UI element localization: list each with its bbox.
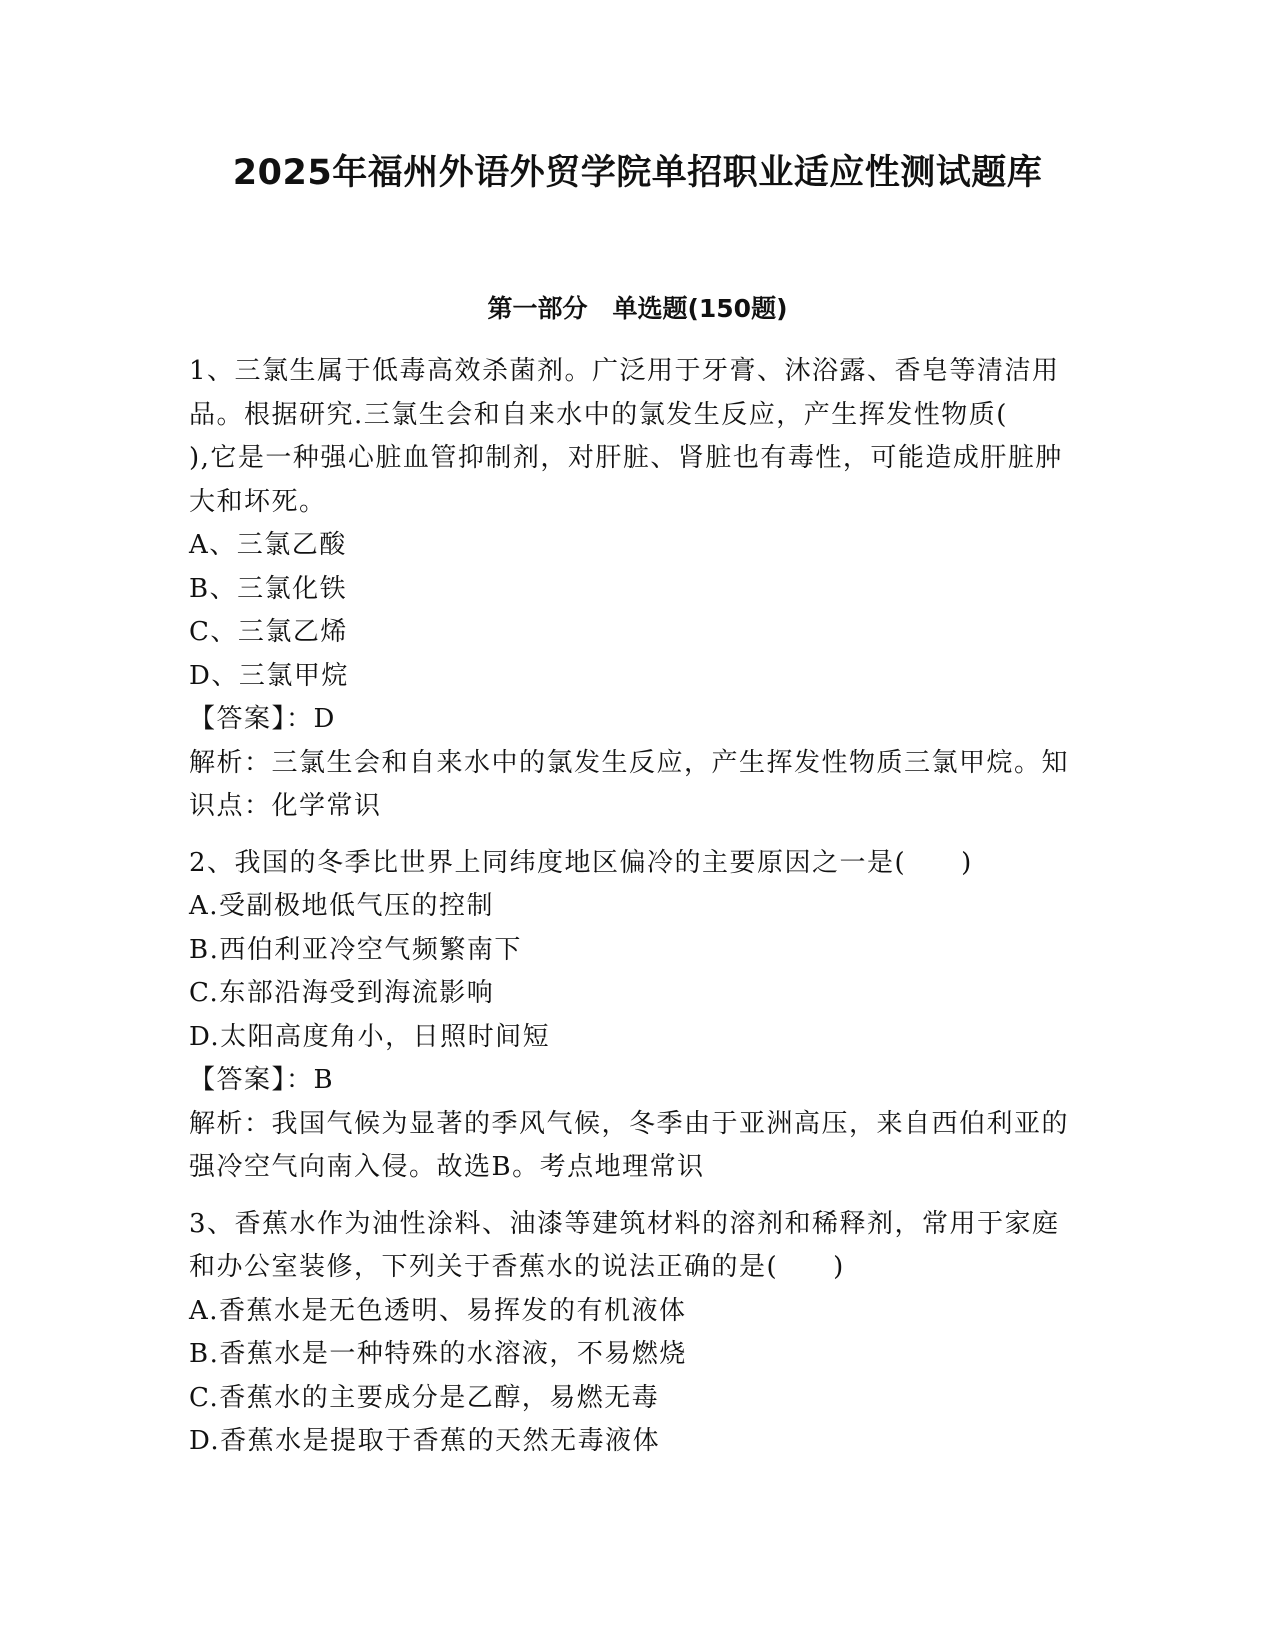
option-a: A.受副极地低气压的控制 bbox=[189, 891, 495, 921]
option-b: B、三氯化铁 bbox=[189, 573, 348, 604]
option-d: D.香蕉水是提取于香蕉的天然无毒液体 bbox=[189, 1426, 661, 1456]
answer-line: 【答案】：D bbox=[189, 704, 336, 734]
option-c: C.香蕉水的主要成分是乙醇，易燃无毒 bbox=[189, 1382, 660, 1413]
option-b: B.西伯利亚冷空气频繁南下 bbox=[189, 934, 522, 965]
question-2 bbox=[189, 842, 1079, 1190]
question-3 bbox=[189, 1203, 1079, 1464]
option-a: A.香蕉水是无色透明、易挥发的有机液体 bbox=[189, 1295, 687, 1326]
question-stem: 2、我国的冬季比世界上同纬度地区偏冷的主要原因之一是( ) bbox=[189, 847, 973, 878]
question-1 bbox=[189, 350, 1079, 829]
question-stem: 1、三氯生属于低毒高效杀菌剂。广泛用于牙膏、沐浴露、香皂等清洁用品。根据研究.三氯生会和自来水中的氯发生反应，产生挥发性物质( ),它是一种强心脏血管抑制剂，对肝脏、肾脏也有毒性，可能造成肝脏肿大和坏死。 bbox=[189, 356, 1063, 517]
question-list bbox=[189, 350, 1079, 1477]
option-a: A、三氯乙酸 bbox=[189, 530, 347, 560]
option-c: C.东部沿海受到海流影响 bbox=[189, 978, 495, 1008]
analysis-text: 解析：我国气候为显著的季风气候，冬季由于亚洲高压，来自西伯利亚的强冷空气向南入侵。故选B。考点地理常识 bbox=[189, 1108, 1070, 1182]
option-d: D.太阳高度角小，日照时间短 bbox=[189, 1021, 551, 1052]
answer-line: 【答案】：B bbox=[189, 1065, 335, 1095]
section-heading: 第一部分 单选题(150题) bbox=[487, 294, 788, 323]
option-d: D、三氯甲烷 bbox=[189, 660, 349, 691]
question-stem: 3、香蕉水作为油性涂料、油漆等建筑材料的溶剂和稀释剂，常用于家庭和办公室装修，下列关于香蕉水的说法正确的是( ) bbox=[189, 1208, 1060, 1282]
analysis-text: 解析：三氯生会和自来水中的氯发生反应，产生挥发性物质三氯甲烷。知识点：化学常识 bbox=[189, 747, 1070, 821]
option-b: B.香蕉水是一种特殊的水溶液，不易燃烧 bbox=[189, 1339, 687, 1369]
document-title: 2025年福州外语外贸学院单招职业适应性测试题库 bbox=[232, 153, 1043, 193]
option-c: C、三氯乙烯 bbox=[189, 617, 348, 647]
